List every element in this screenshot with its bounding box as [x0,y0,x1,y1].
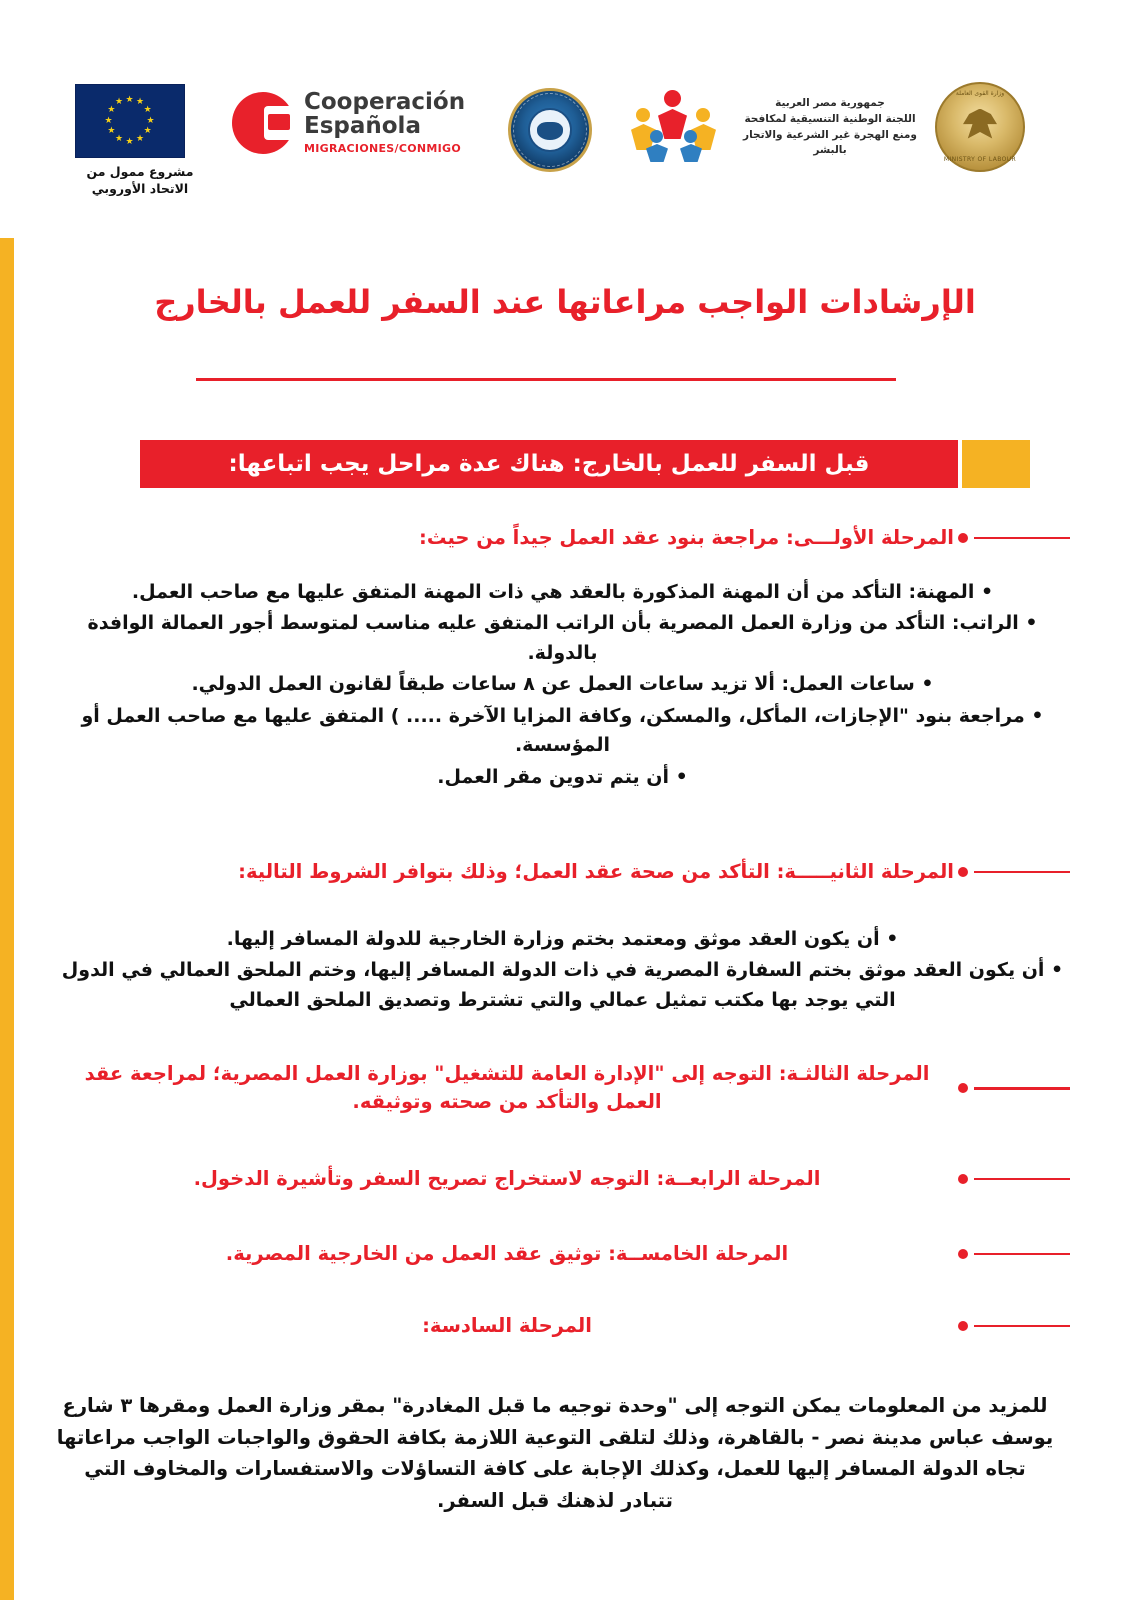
cooperacion-mark-icon [232,92,294,154]
stage-3-dash [974,1087,1070,1090]
banner-text: قبل السفر للعمل بالخارج: هناك عدة مراحل يجب اتباعها: [140,440,958,488]
cooperacion-espanola-logo [232,90,465,155]
list-item: • مراجعة بنود "الإجازات، المأكل، والمسكن، وكافة المزايا الآخرة ..... ) المتفق عليها مع صاحب العمل أو المؤسسة. [81,704,1044,757]
list-item: • ساعات العمل: ألا تزيد ساعات العمل عن ٨ ساعات طبقاً لقانون العمل الدولي. [191,673,934,696]
eu-star-icon: ★ [125,94,134,105]
stage-4-bullet-dot [958,1174,968,1184]
stage-4-heading [60,1165,1070,1193]
stage-4-dash [974,1178,1070,1181]
gov-line2: اللجنة الوطنية التنسيقية لمكافحة [744,112,916,125]
stage-6-heading-text: المرحلة السادسة: [422,1314,592,1337]
gov-line1: جمهورية مصر العربية [775,97,885,109]
list-item: • الراتب: التأكد من وزارة العمل المصرية بأن الراتب المتفق عليه مناسب لمتوسط أجور العمالة الوافدة بالدولة. [87,612,1038,664]
eagle-icon [963,109,997,139]
stage-2-heading [60,858,1070,886]
eu-star-icon: ★ [115,97,124,108]
stage-2-dash [974,871,1070,874]
stage-6-bullet-dot [958,1321,968,1331]
coop-line3: MIGRACIONES/CONMIGO [304,142,461,156]
stage-3-bullet-dot [958,1083,968,1093]
page-title: الإرشادات الواجب مراعاتها عند السفر للعمل بالخارج [154,283,976,321]
stage-1-dash [974,537,1070,540]
eu-caption-line2: الاتحاد الأوروبي [91,180,189,196]
eu-funding-logo [75,84,205,198]
stage-3-heading [60,1060,1070,1117]
coop-line1: Cooperación [304,89,466,115]
eu-star-icon: ★ [107,105,116,115]
stage-6-heading [60,1312,1070,1340]
stage-1-bullet-dot [958,533,968,543]
people-pictogram-logo [630,90,726,162]
emblem-top-text: وزارة القوى العاملة [955,90,1005,97]
stage-3-heading-text: المرحلة الثالثـة: التوجه إلى "الإدارة العامة للتشغيل" بوزارة العمل المصرية؛ لمراجعة عقد العمل والتأكد من صحته وتوثيقه. [84,1062,930,1114]
stage-1-body [60,578,1065,794]
eu-star-icon: ★ [104,115,113,126]
people-icon [630,90,726,162]
eu-caption-line1: مشروع ممول من [86,164,194,179]
footer-paragraph: للمزيد من المعلومات يمكن التوجه إلى "وحدة توجيه ما قبل المغادرة" بمقر وزارة العمل ومقرها ٣ شارع يوسف عباس مدينة نصر - بالقاهرة، وذلك لتلقى التوعية اللازمة بكافة الحقوق والواجبات الواجب مراعاتها تجاه الدولة المسافر إليها للعمل، وكذلك الإجابة على كافة التساؤلات والاستفسارات والمخاوف التي تتبادر لذهنك قبل السفر. [56,1394,1054,1512]
eu-star-icon: ★ [125,136,134,147]
eu-star-icon: ★ [143,105,152,115]
coop-line2: Española [304,113,421,140]
left-accent-bar [0,238,14,1600]
eu-star-icon: ★ [136,97,145,108]
eagle-emblem-icon [935,82,1025,172]
stage-2-body [60,925,1065,1017]
eu-star-icon: ★ [146,115,155,126]
stage-4-heading-text: المرحلة الرابعــة: التوجه لاستخراج تصريح السفر وتأشيرة الدخول. [193,1167,821,1190]
eu-star-icon: ★ [107,126,116,136]
list-item: • المهنة: التأكد من أن المهنة المذكورة بالعقد هي ذات المهنة المتفق عليها مع صاحب العمل. [131,581,994,603]
stage-1-heading [60,524,1070,552]
seal-icon [508,88,592,172]
seal-globe-icon [528,108,572,152]
eu-star-icon: ★ [136,133,145,144]
ministry-emblem-logo [935,82,1025,172]
section-banner [140,440,1030,488]
stage-1-heading-text: المرحلة الأولـــى: مراجعة بنود عقد العمل جيداً من حيث: [419,526,954,549]
stage-5-heading-text: المرحلة الخامســة: توثيق عقد العمل من الخارجية المصرية. [225,1242,789,1265]
government-text-block [740,96,920,159]
stage-2-heading-text: المرحلة الثانيـــــة: التأكد من صحة عقد العمل؛ وذلك بتوافر الشروط التالية: [238,860,954,883]
nccpim-seal-logo [508,88,592,172]
stage-5-dash [974,1253,1070,1256]
stage-2-bullet-dot [958,867,968,877]
gov-line3: ومنع الهجرة غير الشرعية والاتجار بالبشر [743,128,917,157]
list-item: • أن يكون العقد موثق بختم السفارة المصرية في ذات الدولة المسافر إليها، وختم الملحق العمالي في الدول التي يوجد بها مكتب تمثيل عمالي والتي تشترط وتصديق الملحق العمالي [61,959,1064,1011]
title-divider [196,378,896,381]
stage-5-heading [60,1240,1070,1268]
list-item: • أن يتم تدوين مقر العمل. [437,765,688,788]
list-item: • أن يكون العقد موثق ومعتمد بختم وزارة الخارجية للدولة المسافر إليها. [226,928,899,950]
banner-gold-block [962,440,1030,488]
emblem-bottom-text: MINISTRY OF LABOUR [943,156,1017,163]
logo-strip [0,70,1130,220]
eu-star-icon: ★ [115,133,124,144]
eu-star-icon: ★ [143,126,152,136]
stage-6-dash [974,1325,1070,1328]
eu-flag-icon [75,84,185,158]
stage-5-bullet-dot [958,1249,968,1259]
eu-funding-caption [75,164,205,198]
